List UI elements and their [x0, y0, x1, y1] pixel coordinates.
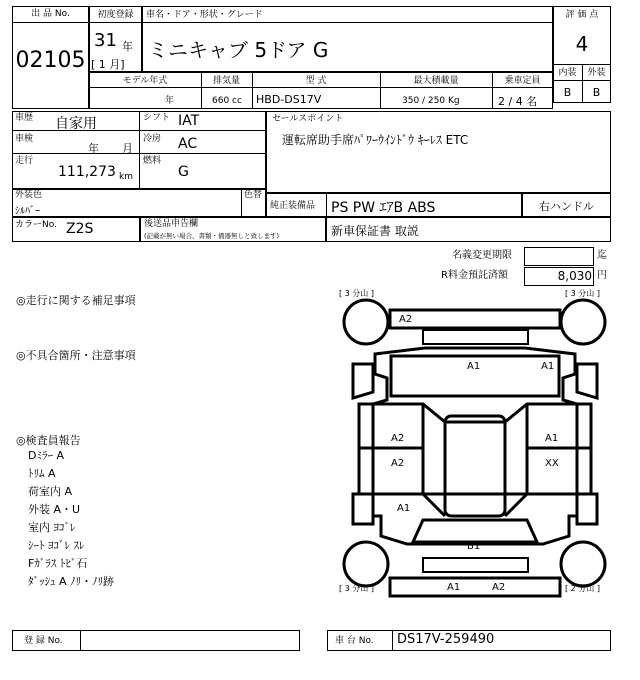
mark-right-rear-door: XX: [545, 458, 559, 469]
tire-tr-label: [ 3 分山 ]: [565, 289, 600, 298]
color-no-value: Z2S: [66, 221, 94, 237]
driving-notes-label: ◎走行に関する補足事項: [16, 294, 136, 307]
car-name: ミニキャブ 5ドア G: [148, 38, 329, 62]
inspection-label: 車検: [15, 134, 34, 144]
inspector-line: 外装 A・U: [28, 503, 81, 516]
mileage-unit: km: [119, 172, 133, 182]
displacement-value: 660 cc: [212, 96, 242, 106]
first-reg-label: 初度登録: [97, 10, 134, 20]
inspection-year: 年: [88, 142, 99, 155]
interior-label: 内装: [558, 68, 577, 78]
recycle-label: R料金預託済額: [441, 270, 508, 281]
steering-value: 右ハンドル: [539, 200, 594, 213]
score-value: 4: [575, 32, 589, 56]
max-load-value: 350 / 250 Kg: [402, 96, 460, 106]
equipment-value: PS PW ｴｱB ABS: [331, 200, 436, 216]
inspector-line: 荷室内 A: [28, 485, 73, 498]
model-year-unit: 年: [165, 96, 175, 106]
mark-back-door: B1: [467, 541, 481, 552]
ac-value: AC: [178, 136, 198, 152]
rear-bumper-shape: [390, 578, 560, 596]
chassis-label: 車 台 No.: [335, 636, 374, 646]
exterior-label: 外装: [587, 68, 606, 78]
history-value: 自家用: [55, 116, 97, 132]
name-change-field: [524, 247, 594, 266]
registration-label: 登 録 No.: [24, 636, 63, 646]
fuel-value: G: [178, 164, 189, 180]
inspector-report-label: ◎検査員報告: [16, 434, 81, 447]
score-label: 評 価 点: [565, 10, 599, 20]
fuel-label: 燃料: [143, 156, 162, 166]
first-reg-month: [ 1 月]: [91, 58, 125, 71]
recycle-amount: 8,030: [557, 269, 592, 283]
recycle-unit: 円: [597, 270, 607, 281]
first-reg-year: 31: [94, 30, 117, 51]
name-change-unit: 迄: [597, 250, 607, 261]
tire-tl-label: [ 3 分山 ]: [339, 289, 374, 298]
inspector-line: Dﾐﾗｰ A: [28, 449, 64, 462]
rear-left-wheel: [344, 542, 388, 586]
type-value: HBD-DS17V: [256, 93, 322, 106]
model-year-label: モデル年式: [122, 76, 168, 86]
mileage-value: 111,273: [58, 164, 116, 180]
inspection-month: 月: [122, 142, 133, 155]
color-change-label: 色替: [244, 190, 263, 200]
tire-bl-label: [ 3 分山 ]: [339, 584, 374, 593]
history-label: 車歴: [15, 113, 34, 123]
rear-right-wheel: [561, 542, 605, 586]
lot-number: 02105: [15, 48, 86, 73]
car-name-label: 車名・ドア・形状・グレード: [146, 10, 263, 20]
name-change-label: 名義変更期限: [452, 250, 512, 261]
equipment-label: 純正装備品: [270, 201, 316, 211]
max-load-label: 最大積載量: [413, 76, 459, 86]
defects-notes-label: ◎不具合箇所・注意事項: [16, 349, 136, 362]
lot-label: 出 品 No.: [31, 9, 70, 19]
inspector-line: ｼｰﾄ ﾖｺﾞﾚ ｽﾚ: [28, 539, 85, 552]
front-bumper-shape: [390, 310, 560, 328]
inspector-line: Fｶﾞﾗｽ ﾄﾋﾞ石: [28, 557, 88, 570]
mark-rear-bumper-right: A2: [492, 582, 506, 593]
capacity-label: 乗車定員: [504, 76, 541, 86]
roof-shape: [445, 416, 505, 516]
mark-right-front-fender: A1: [541, 361, 555, 372]
shift-label: シフト: [143, 113, 171, 123]
mailing-note: (記載が無い場合、書類・備器無しと致します): [144, 232, 280, 240]
front-right-wheel: [561, 300, 605, 344]
mileage-label: 走行: [15, 156, 34, 166]
exterior-grade: B: [592, 86, 601, 99]
color-no-label: カラーNo.: [15, 220, 57, 230]
mark-rear-bumper-left: A1: [447, 582, 461, 593]
sales-points-text: 運転席助手席ﾊﾟﾜｰｳｲﾝﾄﾞｳ ｷｰﾚｽ ETC: [282, 133, 469, 147]
warranty-value: 新車保証書 取説: [331, 224, 419, 238]
capacity-value: 2 / 4 名: [498, 95, 538, 108]
tire-br-label: [ 2 分山 ]: [565, 584, 600, 593]
exterior-color-box: [12, 189, 266, 217]
back-door-shape: [413, 520, 537, 542]
mark-hood: A1: [467, 361, 481, 372]
sales-points-label: セールスポイント: [272, 114, 344, 124]
displacement-label: 排気量: [212, 76, 240, 86]
interior-grade: B: [563, 86, 572, 99]
exterior-color-value: ｼﾙﾊﾞｰ: [15, 206, 40, 217]
mark-left-quarter: A1: [397, 503, 411, 514]
exterior-color-label: 外装色: [15, 190, 43, 200]
mailing-label: 後送品申告欄: [144, 219, 199, 229]
inspector-line: 室内 ﾖｺﾞﾚ: [28, 521, 76, 534]
shift-value: IAT: [178, 113, 200, 129]
car-damage-diagram: [337, 288, 613, 598]
mark-right-front-door: A1: [545, 433, 559, 444]
inspector-line: ﾀﾞｯｼｭ A ﾉﾘ・ﾉﾘ跡: [28, 575, 115, 588]
mark-left-front-door: A2: [391, 433, 405, 444]
front-left-wheel: [344, 300, 388, 344]
chassis-number: DS17V-259490: [397, 632, 495, 647]
first-reg-year-unit: 年: [122, 40, 133, 53]
ac-label: 冷房: [143, 134, 162, 144]
inspector-line: ﾄﾘﾑ A: [28, 467, 56, 480]
mark-front-bumper: A2: [399, 314, 413, 325]
type-label: 型 式: [305, 76, 327, 86]
mark-left-rear-door: A2: [391, 458, 405, 469]
